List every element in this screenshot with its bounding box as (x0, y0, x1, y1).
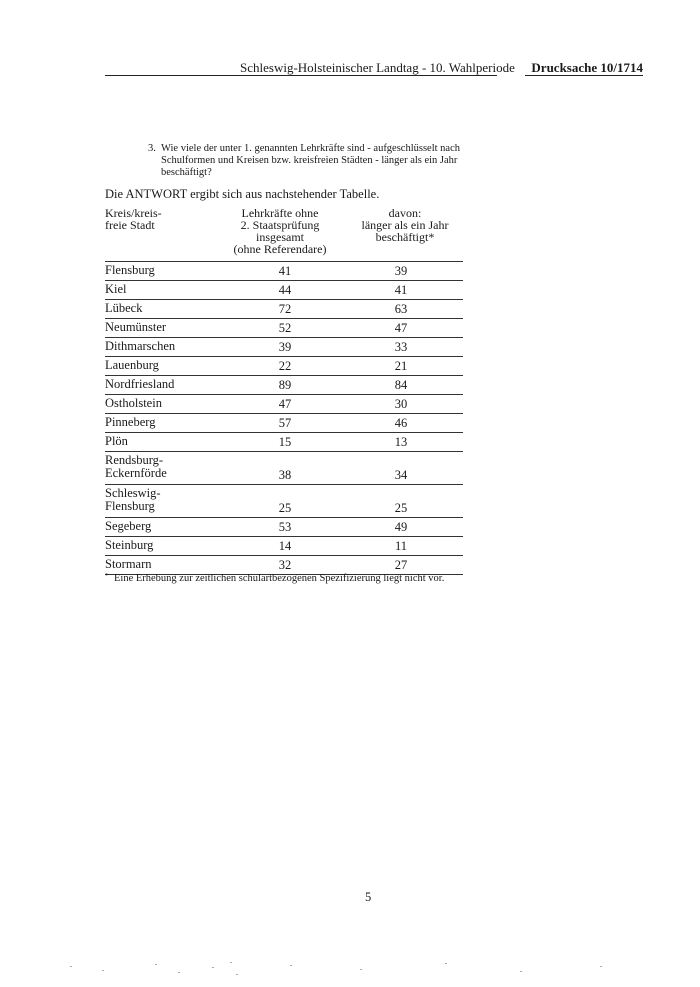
scan-speck (102, 970, 104, 971)
header-rule-left (105, 75, 497, 76)
table-row (105, 299, 463, 318)
page-header (105, 60, 643, 80)
footnote-mark: * (105, 572, 109, 580)
scan-speck (212, 967, 214, 968)
total-count: 25 (278, 501, 292, 515)
total-count: 41 (278, 264, 292, 278)
kreis-name: Stormarn (105, 557, 152, 571)
longer-count: 46 (394, 416, 408, 430)
longer-count: 25 (394, 501, 408, 515)
kreis-name: Plön (105, 434, 128, 448)
total-count: 57 (278, 416, 292, 430)
longer-count: 21 (394, 359, 408, 373)
scan-speck (290, 965, 292, 966)
kreis-name: Schleswig- Flensburg (105, 486, 161, 513)
total-count: 72 (278, 302, 292, 316)
kreis-name: Pinneberg (105, 415, 156, 429)
longer-count: 13 (394, 435, 408, 449)
kreis-name: Lauenburg (105, 358, 159, 372)
total-count: 32 (278, 558, 292, 572)
table-row (105, 517, 463, 536)
total-count: 52 (278, 321, 292, 335)
document-title: Schleswig-Holsteinischer Landtag - 10. Wahlperiode (240, 60, 515, 75)
header-kreis (105, 207, 215, 231)
table-row (105, 536, 463, 555)
kreis-name: Flensburg (105, 263, 155, 277)
answer-intro: Die ANTWORT ergibt sich aus nachstehender Tabelle. (105, 187, 380, 201)
scan-speck (230, 962, 232, 963)
question-text: Wie viele der unter 1. genannten Lehrkräfte sind - aufgeschlüsselt nach Schulformen und Kreisen bzw. kreisfreien Städten - länger als ein Jahr beschäftigt? (161, 143, 460, 178)
longer-count: 34 (394, 468, 408, 482)
question-block (148, 143, 478, 179)
table-body (105, 261, 463, 575)
header-lehrkraefte (215, 207, 345, 255)
kreis-name: Segeberg (105, 519, 152, 533)
scan-noise (60, 958, 640, 978)
table-row (105, 432, 463, 451)
longer-count: 49 (394, 520, 408, 534)
header-kreis-text: Kreis/kreis- freie Stadt (105, 206, 162, 232)
table-row (105, 356, 463, 375)
kreis-name: Nordfriesland (105, 377, 175, 391)
scan-speck (360, 969, 362, 970)
kreis-name: Neumünster (105, 320, 167, 334)
longer-count: 27 (394, 558, 408, 572)
table-row (105, 451, 463, 484)
longer-count: 30 (394, 397, 408, 411)
scan-speck (178, 972, 180, 973)
header-lehrkraefte-text: Lehrkräfte ohne 2. Staatsprüfung insgesamt (ohne Referendare) (233, 206, 327, 256)
total-count: 14 (278, 539, 292, 553)
table-row (105, 413, 463, 432)
scan-speck (155, 964, 157, 965)
total-count: 39 (278, 340, 292, 354)
total-count: 89 (278, 378, 292, 392)
longer-count: 11 (394, 539, 408, 553)
kreis-name: Rendsburg- Eckernförde (105, 453, 167, 480)
table-row (105, 555, 463, 575)
scan-speck (520, 971, 522, 972)
table-row (105, 394, 463, 413)
table-row (105, 318, 463, 337)
header-laenger (345, 207, 465, 243)
header-laenger-text: davon: länger als ein Jahr beschäftigt* (361, 206, 449, 244)
page-number: 5 (365, 890, 372, 904)
scan-speck (236, 974, 238, 975)
total-count: 47 (278, 397, 292, 411)
kreis-name: Ostholstein (105, 396, 162, 410)
longer-count: 39 (394, 264, 408, 278)
total-count: 53 (278, 520, 292, 534)
table-row (105, 375, 463, 394)
total-count: 44 (278, 283, 292, 297)
scan-speck (445, 963, 447, 964)
longer-count: 63 (394, 302, 408, 316)
longer-count: 84 (394, 378, 408, 392)
kreis-name: Dithmarschen (105, 339, 176, 353)
table-row (105, 484, 463, 517)
kreis-name: Kiel (105, 282, 127, 296)
longer-count: 33 (394, 340, 408, 354)
longer-count: 47 (394, 321, 408, 335)
scan-speck (70, 966, 72, 967)
header-rule-right (525, 75, 643, 76)
footnote-text: Eine Erhebung zur zeitlichen schulartbezogenen Spezifizierung liegt nicht vor. (114, 573, 445, 584)
footnote (105, 573, 475, 585)
kreis-name: Steinburg (105, 538, 154, 552)
drucksache-number: Drucksache 10/1714 (531, 60, 643, 75)
scan-speck (600, 966, 602, 967)
total-count: 15 (278, 435, 292, 449)
table-row (105, 337, 463, 356)
table-row (105, 280, 463, 299)
kreis-name: Lübeck (105, 301, 143, 315)
question-number: 3. (148, 143, 156, 154)
table-row (105, 261, 463, 280)
longer-count: 41 (394, 283, 408, 297)
total-count: 38 (278, 468, 292, 482)
total-count: 22 (278, 359, 292, 373)
